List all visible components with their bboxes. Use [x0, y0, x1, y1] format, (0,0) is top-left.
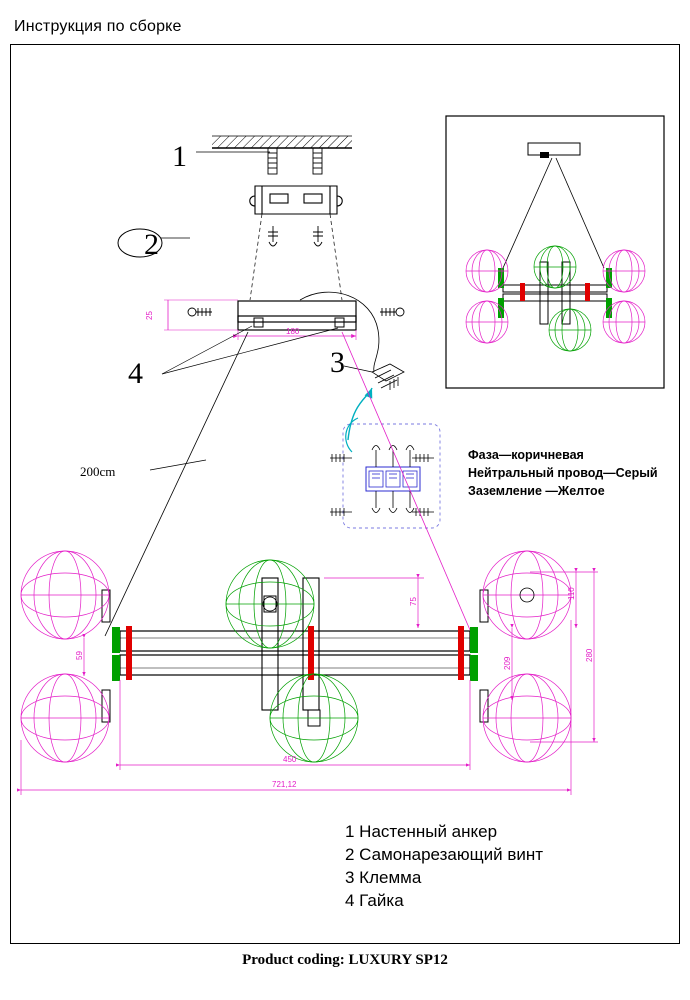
svg-text:110: 110: [567, 587, 576, 600]
svg-text:75: 75: [409, 597, 418, 606]
wire-label-ground: Заземление —Желтое: [468, 484, 605, 498]
product-coding: Product coding: LUXURY SP12: [242, 952, 448, 968]
svg-text:280: 280: [585, 648, 594, 662]
legend-item-4: 4 Гайка: [345, 891, 404, 910]
legend-item-3: 3 Клемма: [345, 868, 422, 887]
callout-2: 2: [144, 228, 159, 261]
wire-label-phase: Фаза—коричневая: [468, 448, 584, 462]
main-fixture-group: [21, 551, 598, 795]
terminal-block-group: [330, 388, 440, 528]
drop-length-group: [105, 332, 470, 636]
ceiling-group: [118, 136, 352, 300]
wire-label-neutral: Нейтральный провод—Серый: [468, 466, 658, 480]
svg-text:25: 25: [145, 311, 154, 320]
callout-1: 1: [172, 140, 187, 173]
legend-item-2: 2 Самонарезающий винт: [345, 845, 544, 864]
legend-item-1: 1 Настенный анкер: [345, 822, 498, 841]
page-title: Инструкция по сборке: [14, 18, 182, 35]
callout-4: 4: [128, 357, 143, 390]
parts-legend: [345, 820, 543, 912]
svg-text:450: 450: [283, 755, 297, 764]
callout-3: 3: [330, 346, 345, 379]
inset-preview-box: [446, 116, 664, 388]
svg-text:180: 180: [286, 327, 300, 336]
svg-text:209: 209: [503, 656, 512, 670]
svg-text:59: 59: [75, 651, 84, 660]
wire-color-legend: [468, 446, 658, 500]
drop-length-label: 200cm: [80, 464, 116, 479]
svg-text:721,12: 721,12: [272, 780, 297, 789]
mounting-plate-group: [145, 292, 404, 390]
